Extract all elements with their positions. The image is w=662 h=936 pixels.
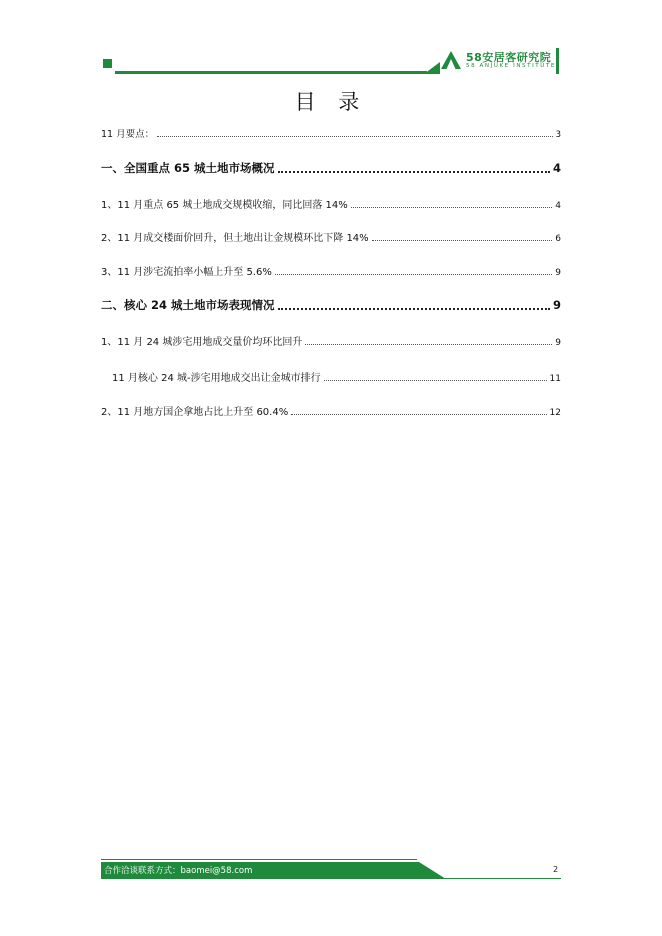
toc-entry-label: 2、11 月成交楼面价回升，但土地出让金规模环比下降 14% xyxy=(101,233,369,244)
toc-entry-page: 12 xyxy=(549,408,561,418)
footer-rule xyxy=(101,878,561,879)
toc-entry-2-1[interactable] xyxy=(101,333,561,348)
header-wedge xyxy=(424,62,440,74)
toc-leader-dots xyxy=(157,135,552,137)
toc-leader-dots xyxy=(372,239,553,241)
toc-entry-label: 2、11 月地方国企拿地占比上升至 60.4% xyxy=(101,407,289,418)
toc-leader-dots xyxy=(305,343,552,345)
toc-entry-label: 一、全国重点 65 城土地市场概况 xyxy=(101,161,275,175)
header-square-mark xyxy=(103,59,112,68)
logo-name-cn: 58安居客研究院 xyxy=(466,51,552,64)
footer-thin-rule xyxy=(101,859,417,860)
toc-entry-label: 11 月要点： xyxy=(101,129,155,140)
toc-leader-dots xyxy=(278,307,550,310)
logo-triangle-icon xyxy=(440,50,462,70)
institute-logo xyxy=(440,48,555,74)
toc-entry-2-2[interactable] xyxy=(101,403,561,418)
toc-entry-label: 1、11 月重点 65 城土地成交规模收缩，同比回落 14% xyxy=(101,200,348,211)
toc-entry-page: 9 xyxy=(555,268,561,278)
toc-leader-dots xyxy=(278,170,550,173)
toc-entry-section-1[interactable] xyxy=(101,160,561,176)
header-rule xyxy=(115,71,427,74)
toc-leader-dots xyxy=(291,413,546,415)
toc-entry-page: 9 xyxy=(555,338,561,348)
toc-entry-section-2[interactable] xyxy=(101,297,561,313)
toc-entry-1-2[interactable] xyxy=(101,229,561,244)
toc-leader-dots xyxy=(275,273,552,275)
toc-entry-page: 3 xyxy=(555,130,561,140)
header-vertical-bar xyxy=(556,48,559,74)
toc-entry-page: 4 xyxy=(555,201,561,211)
toc-entry-key-points[interactable] xyxy=(101,126,561,140)
toc-entry-1-3[interactable] xyxy=(101,263,561,278)
toc-entry-label: 1、11 月 24 城涉宅用地成交量价均环比回升 xyxy=(101,337,303,348)
toc-entry-page: 4 xyxy=(552,161,561,175)
toc-entry-label: 二、核心 24 城土地市场表现情况 xyxy=(101,298,275,312)
toc-leader-dots xyxy=(324,379,547,381)
toc-entry-2-1-ranking[interactable] xyxy=(112,369,561,384)
toc-entry-page: 6 xyxy=(555,234,561,244)
toc-leader-dots xyxy=(351,206,553,208)
footer-contact: 合作洽谈联系方式：baomei@58.com xyxy=(104,866,253,876)
logo-name-en: 58 ANJUKE INSTITUTE xyxy=(466,63,556,69)
toc-entry-label: 11 月核心 24 城-涉宅用地成交出让金城市排行 xyxy=(112,373,321,384)
toc-entry-1-1[interactable] xyxy=(101,196,561,211)
toc-entry-label: 3、11 月涉宅流拍率小幅上升至 5.6% xyxy=(101,267,272,278)
toc-title: 目 录 xyxy=(294,90,368,114)
toc-entry-page: 11 xyxy=(549,374,561,384)
page-number: 2 xyxy=(553,865,559,874)
toc-entry-page: 9 xyxy=(552,298,561,312)
